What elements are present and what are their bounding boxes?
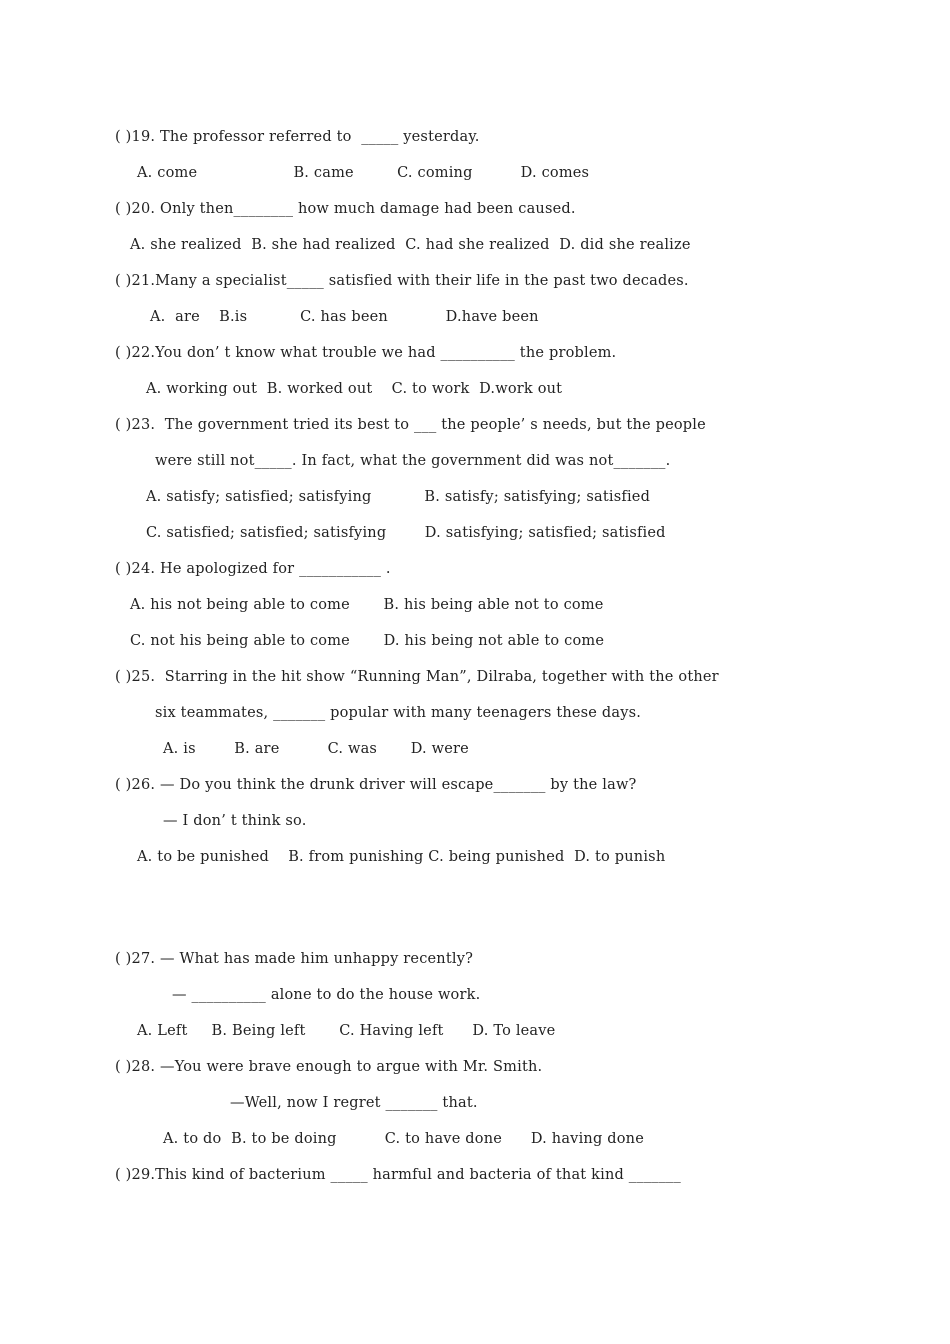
options-27: A. Left B. Being left C. Having left D. To leave bbox=[137, 1023, 556, 1039]
options-24-ab: A. his not being able to come B. his being able not to come bbox=[130, 597, 604, 613]
options-21: A. are B.is C. has been D.have been bbox=[150, 309, 539, 325]
question-26: ( )26. — Do you think the drunk driver will escape_______ by the law? bbox=[115, 777, 637, 793]
options-23-cd: C. satisfied; satisfied; satisfying D. satisfying; satisfied; satisfied bbox=[146, 525, 666, 541]
question-19: ( )19. The professor referred to _____ yesterday. bbox=[115, 129, 480, 145]
question-20: ( )20. Only then________ how much damage had been caused. bbox=[115, 201, 576, 217]
question-26-reply: — I don’ t think so. bbox=[163, 813, 307, 829]
question-27-reply: — __________ alone to do the house work. bbox=[172, 987, 481, 1003]
question-24: ( )24. He apologized for ___________ . bbox=[115, 561, 391, 577]
question-22: ( )22.You don’ t know what trouble we had __________ the problem. bbox=[115, 345, 617, 361]
question-23-cont: were still not_____. In fact, what the government did was not_______. bbox=[155, 453, 671, 469]
options-23-ab: A. satisfy; satisfied; satisfying B. satisfy; satisfying; satisfied bbox=[146, 489, 651, 505]
question-28-reply: —Well, now I regret _______ that. bbox=[230, 1095, 478, 1111]
options-28: A. to do B. to be doing C. to have done D. having done bbox=[163, 1131, 644, 1147]
question-27: ( )27. — What has made him unhappy recently? bbox=[115, 951, 474, 967]
options-19: A. come B. came C. coming D. comes bbox=[137, 165, 590, 181]
question-28: ( )28. —You were brave enough to argue with Mr. Smith. bbox=[115, 1059, 543, 1075]
options-25: A. is B. are C. was D. were bbox=[163, 741, 469, 757]
options-24-cd: C. not his being able to come D. his being not able to come bbox=[130, 633, 605, 649]
options-22: A. working out B. worked out C. to work D.work out bbox=[146, 381, 563, 397]
question-29: ( )29.This kind of bacterium _____ harmful and bacteria of that kind _______ bbox=[115, 1167, 681, 1183]
question-21: ( )21.Many a specialist_____ satisfied with their life in the past two decades. bbox=[115, 273, 689, 289]
question-25-cont: six teammates, _______ popular with many teenagers these days. bbox=[155, 705, 642, 721]
options-26: A. to be punished B. from punishing C. being punished D. to punish bbox=[137, 849, 666, 865]
question-23: ( )23. The government tried its best to ___ the people’ s needs, but the people bbox=[115, 417, 706, 433]
question-25: ( )25. Starring in the hit show “Running Man”, Dilraba, together with the other bbox=[115, 669, 719, 685]
options-20: A. she realized B. she had realized C. had she realized D. did she realize bbox=[130, 237, 691, 253]
